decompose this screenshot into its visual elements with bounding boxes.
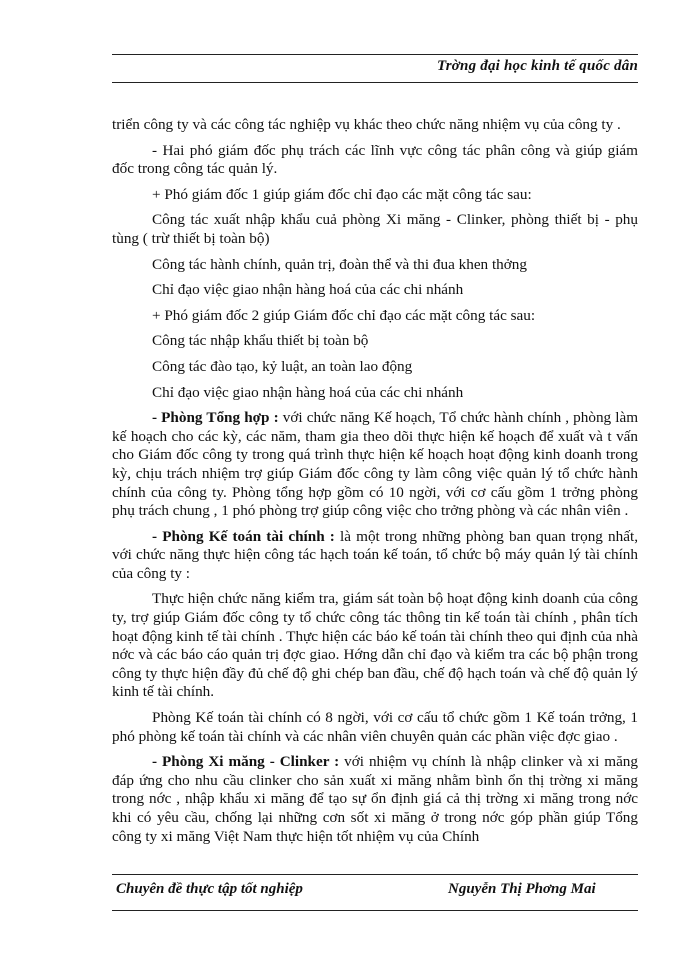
paragraph: Công tác xuất nhập khẩu cuả phòng Xi măng - Clinker, phòng thiết bị - phụ tùng ( trừ thiết bị toàn bộ): [112, 211, 638, 247]
paragraph: - Hai phó giám đốc phụ trách các lĩnh vực công tác phân công và giúp giám đốc trong công tác quản lý.: [112, 141, 638, 178]
section-ke-toan: [112, 528, 638, 584]
page-body: [112, 116, 638, 846]
section-text: là một trong những phòng ban quan trọng nhất, với chức năng thực hiện công tác hạch toán kế toán, tổ chức bộ máy quản lý tài chính của công ty :: [112, 527, 638, 582]
footer-bottom-rule: [112, 910, 638, 911]
paragraph: Phòng Kế toán tài chính có 8 ngời, với cơ cấu tổ chức gồm 1 Kế toán trởng, 1 phó phòng kế toán tài chính và các nhân viên chuyên quản các phần việc đợc giao .: [112, 709, 638, 745]
paragraph: Chỉ đạo việc giao nhận hàng hoá của các chi nhánh: [152, 383, 464, 401]
section-tong-hop: [112, 409, 638, 521]
header-bottom-rule: [112, 82, 638, 83]
paragraph: Công tác hành chính, quản trị, đoàn thể và thi đua khen thởng: [152, 255, 527, 273]
footer-title: Chuyên đề thực tập tốt nghiệp: [116, 881, 303, 897]
paragraph: Công tác nhập khẩu thiết bị toàn bộ: [152, 332, 369, 350]
paragraph: triển công ty và các công tác nghiệp vụ khác theo chức năng nhiệm vụ của công ty .: [112, 116, 621, 133]
section-text: với nhiệm vụ chính là nhập clinker và xi măng đáp ứng cho nhu cầu clinker cho sản xuất xi măng nhằm bình ổn thị trờng xi măng trong nớc , nhập khẩu xi măng để tạo sự ổn định giá cả thị trờng xi măng trong nớc khi có yêu cầu, chống lại những cơn sốt xi măng ở trong nớc góp phần giúp Tổng công ty xi măng Việt Nam thực hiện tốt nhiệm vụ của Chính: [112, 753, 638, 845]
header-institution: Trờng đại học kinh tế quốc dân: [436, 58, 638, 74]
section-label: - Phòng Tổng hợp :: [152, 409, 279, 427]
paragraph: Chỉ đạo việc giao nhận hàng hoá của các chi nhánh: [152, 281, 464, 299]
paragraph: Công tác đào tạo, kỷ luật, an toàn lao động: [152, 357, 413, 375]
section-text: với chức năng Kế hoạch, Tổ chức hành chính , phòng làm kế hoạch cho các kỳ, các năm, tham gia theo dõi thực hiện kế hoạch để xuất và t vấn cho Giám đốc công ty trong quá trình thực hiện kế hoạch hoạt động kinh doanh trong kỳ, chịu trách nhiệm trợ giúp Giám đốc công ty làm công việc quản lý tổ chức hành chính của công ty. Phòng tổng hợp gồm có 10 ngời, với cơ cấu gồm 1 trởng phòng phụ trách chung , 1 phó phòng trợ giúp công việc cho trởng phòng và các nhân viên .: [112, 409, 639, 520]
section-label: - Phòng Xi măng - Clinker :: [152, 753, 340, 771]
paragraph: + Phó giám đốc 1 giúp giám đốc chỉ đạo các mặt công tác sau:: [152, 185, 532, 203]
paragraph: + Phó giám đốc 2 giúp Giám đốc chỉ đạo các mặt công tác sau:: [152, 306, 536, 324]
section-label: - Phòng Kế toán tài chính :: [152, 527, 335, 545]
header-top-rule: [112, 54, 638, 55]
footer-author: Nguyễn Thị Phơng Mai: [448, 881, 596, 897]
footer-top-rule: [112, 874, 638, 875]
section-xi-mang: [112, 753, 638, 846]
paragraph: Thực hiện chức năng kiểm tra, giám sát toàn bộ hoạt động kinh doanh của công ty, trợ giúp Giám đốc công ty tổ chức công tác thông tin kế toán tài chính , phân tích hoạt động kinh tế tài chính . Thực hiện các báo kế toán tài chính theo qui định của nhà nớc và các báo cáo quản trị đợc giao. Hớng dẫn chỉ đạo và kiểm tra các bộ phận trong công ty thực hiện đầy đủ chế độ ghi chép ban đầu, chế độ hạch toán và chế độ quản lý kinh tế tài chính.: [112, 590, 638, 701]
